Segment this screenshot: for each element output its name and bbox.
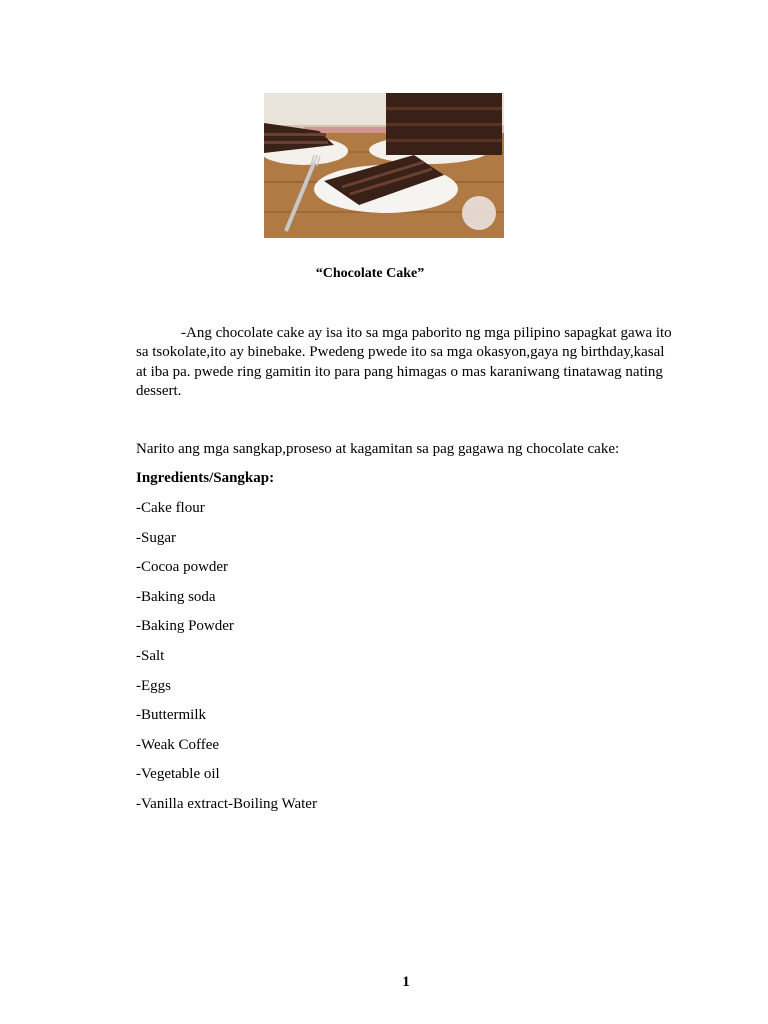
page-number: 1 [402, 974, 410, 990]
list-item: -Sugar [136, 529, 176, 546]
list-item: -Buttermilk [136, 707, 206, 724]
list-item: -Cocoa powder [136, 559, 229, 576]
document-title: “Chocolate Cake” [315, 266, 425, 281]
intro-paragraph: -Ang chocolate cake ay isa ito sa mga paborito ng mga pilipino sapagkat gawa ito sa tsokolate,ito ay binebake. Pwedeng pwede ito sa mga okasyon,gaya ng birthday,kasal at iba pa. pwede ring gamitin ito para pang himagas o mas karaniwang tinatawag nating dessert. [136, 325, 672, 399]
list-item: -Vanilla extract-Boiling Water [136, 795, 317, 812]
ingredients-heading: Ingredients/Sangkap: [136, 470, 275, 486]
list-item: -Baking soda [136, 588, 216, 605]
list-item: -Cake flour [136, 500, 205, 516]
list-item: -Vegetable oil [136, 766, 220, 783]
list-item: -Eggs [136, 677, 171, 694]
chocolate-cake-photo [264, 93, 504, 238]
ingredients-list [136, 500, 317, 826]
list-item: -Baking Powder [136, 618, 234, 635]
list-item: -Salt [136, 647, 165, 664]
list-item: -Weak Coffee [136, 736, 220, 753]
lead-sentence: Narito ang mga sangkap,proseso at kagamitan sa pag gagawa ng chocolate cake: [136, 441, 620, 457]
